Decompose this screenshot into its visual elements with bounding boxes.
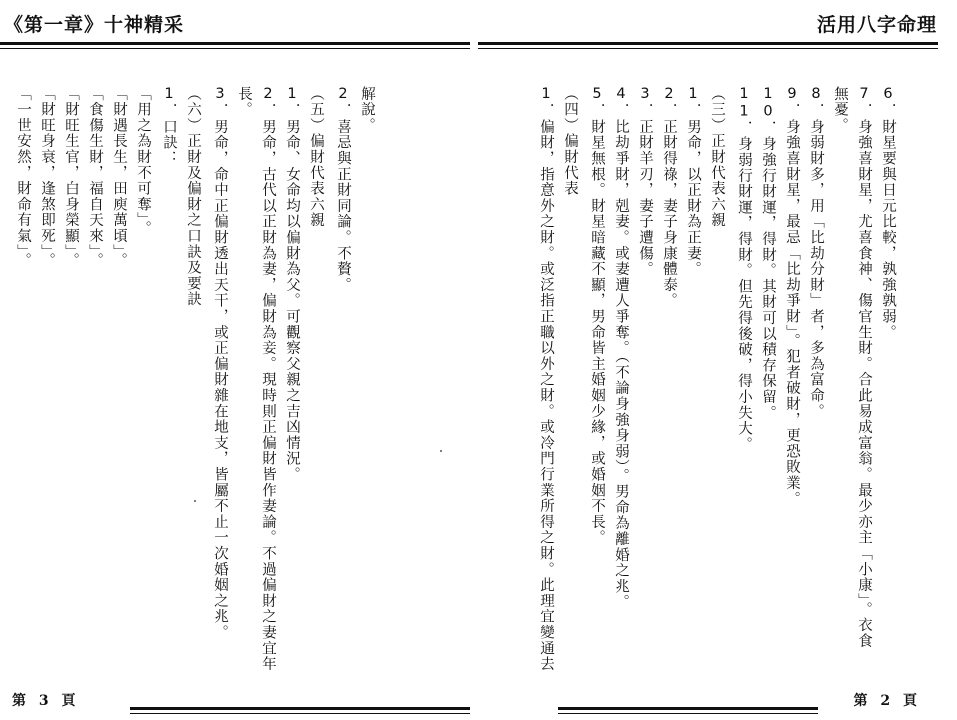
verse-line: 「用之為財不可奪」。 bbox=[135, 86, 151, 237]
right-header-rule bbox=[478, 42, 938, 45]
section-heading: （五）偏財代表六親 bbox=[308, 86, 324, 229]
section-heading: （三）正財代表六親 bbox=[709, 86, 725, 229]
right-page bbox=[478, 0, 957, 720]
scan-speck bbox=[440, 450, 442, 452]
text-column: 解說。 bbox=[359, 86, 375, 134]
left-footer-rule bbox=[130, 707, 470, 710]
right-page-number: 第 2 頁 bbox=[853, 693, 921, 709]
text-column: 1．口訣： bbox=[161, 86, 177, 167]
text-column: 1．偏財，指意外之財。或泛指正職以外之財。或冷門行業所得之財。此理宜變通去 bbox=[538, 86, 554, 673]
right-page-header: 活用八字命理 bbox=[816, 14, 937, 36]
text-column: 7．身強喜財星，尤喜食神、傷官生財。合此易成富翁。最少亦主「小康」。衣食 bbox=[856, 86, 872, 650]
text-column: 3．正財羊刃，妻子遭傷。 bbox=[637, 86, 653, 278]
text-column: 2．正財得祿，妻子身康體泰。 bbox=[661, 86, 677, 309]
right-header-rule-thin bbox=[478, 48, 938, 49]
text-column: 2．男命，古代以正財為妻，偏財為妾。現時則正偏財皆作妻論。不過偏財之妻宜年 bbox=[260, 86, 276, 673]
text-column: 10．身強行財運，得財。其財可以積存保留。 bbox=[760, 86, 776, 421]
text-column: 無憂。 bbox=[832, 86, 848, 134]
left-page bbox=[0, 0, 470, 720]
text-column: 1．男命，以正財為正妻。 bbox=[685, 86, 701, 278]
left-header-rule-thin bbox=[0, 48, 470, 49]
right-footer-rule bbox=[558, 707, 818, 710]
scan-speck bbox=[194, 500, 196, 502]
text-column: 2．喜忌與正財同論。不贅。 bbox=[335, 86, 351, 293]
left-page-header: 《第一章》十神精采 bbox=[4, 14, 185, 36]
text-column: 3．男命，命中正偏財透出天干，或正偏財雜在地支，皆屬不止一次婚姻之兆。 bbox=[212, 86, 228, 641]
section-heading: （四）偏財代表 bbox=[562, 86, 578, 197]
verse-line: 「一世安然，財命有氣」。 bbox=[15, 86, 31, 269]
verse-line: 「食傷生財，福自天來」。 bbox=[87, 86, 103, 269]
right-footer-rule-thin bbox=[558, 713, 818, 714]
section-heading: （六）正財及偏財之口訣及要訣 bbox=[185, 86, 201, 308]
left-footer-rule-thin bbox=[130, 713, 470, 714]
verse-line: 「財旺生官，白身榮顯」。 bbox=[63, 86, 79, 269]
verse-line: 「財遇長生，田庾萬頃」。 bbox=[111, 86, 127, 269]
verse-line: 「財旺身衰，逢煞即死」。 bbox=[39, 86, 55, 269]
text-column: 9．身強喜財星，最忌「比劫爭財」。犯者破財，更恐敗業。 bbox=[784, 86, 800, 507]
text-column: 8．身弱財多，用「比劫分財」者，多為富命。 bbox=[808, 86, 824, 420]
text-column: 1．男命、女命均以偏財為父。可觀察父親之吉凶情況。 bbox=[284, 86, 300, 483]
text-column: 4．比劫爭財，剋妻。或妻遭人爭奪。（不論身強身弱）。男命為離婚之兆。 bbox=[613, 86, 629, 611]
text-column: 5．財星無根。財星暗藏不顯，男命皆主婚姻少緣，或婚姻不長。 bbox=[589, 86, 605, 546]
text-column: 11．身弱行財運，得財。但先得後破，得小失大。 bbox=[736, 86, 752, 453]
text-column: 6．財星要與日元比較，孰強孰弱。 bbox=[880, 86, 896, 341]
left-header-rule bbox=[0, 42, 470, 45]
text-column: 長。 bbox=[236, 86, 252, 118]
left-page-number: 第 3 頁 bbox=[12, 693, 80, 709]
